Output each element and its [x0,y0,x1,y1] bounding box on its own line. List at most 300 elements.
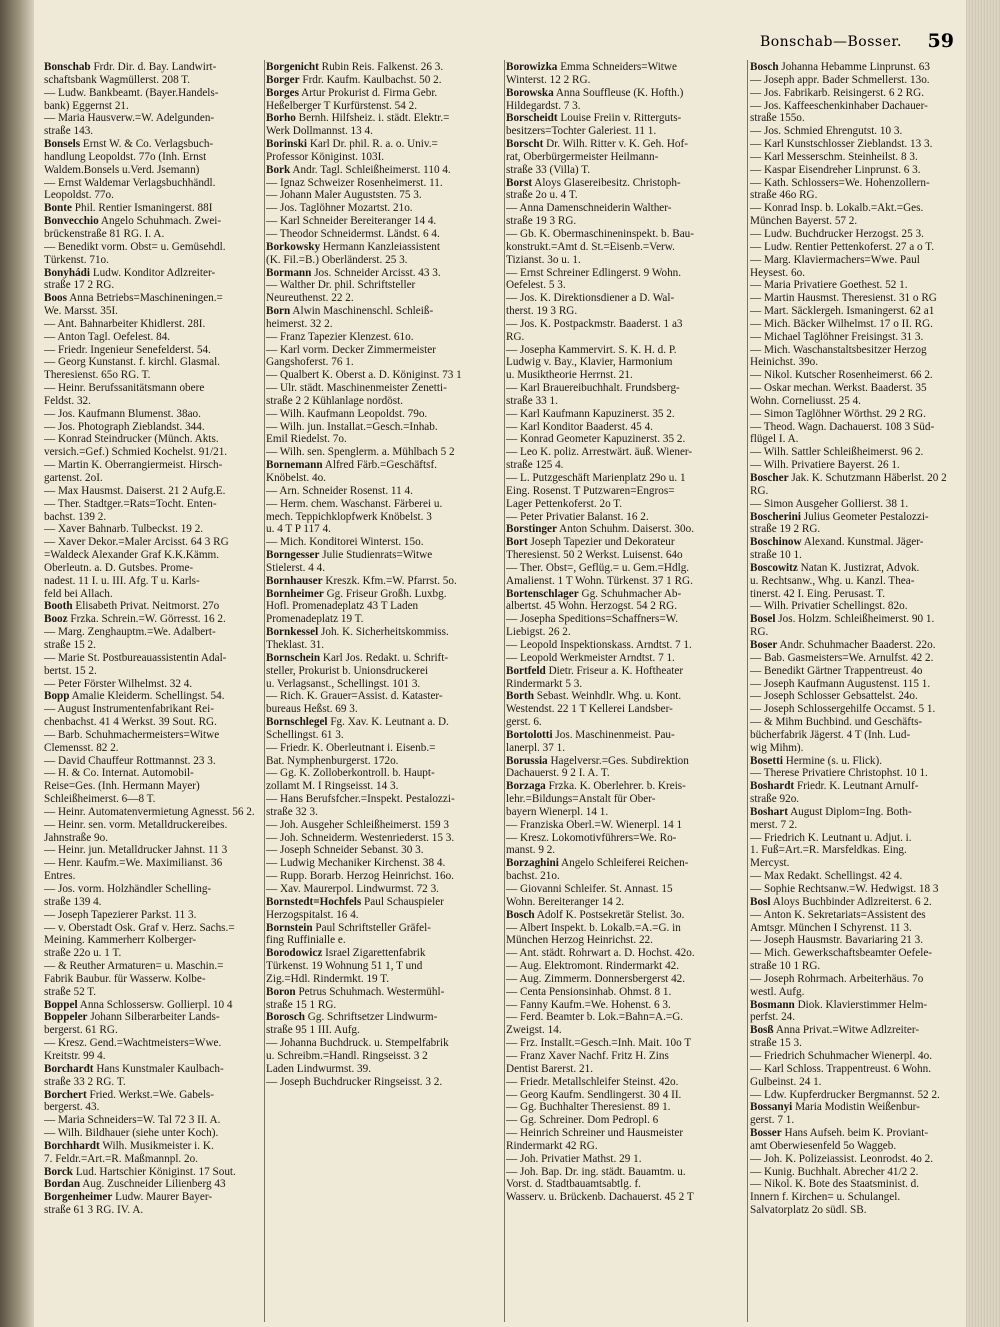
entry-text: albertst. 45 Wohn. Herzogst. 54 2 RG. [506,600,678,613]
entry-text: RG. [506,330,525,343]
directory-line [266,626,502,639]
directory-line [44,1178,262,1191]
surname: Boschinow [750,536,802,549]
entry-text: Vorst. d. Stadtbauamtsabtlg. f. [506,1178,641,1191]
directory-line [44,1076,262,1089]
directory-line [750,1140,962,1153]
entry-text: Türkenst. 19 Wohnung 51 1, T und [266,960,423,973]
directory-line [266,433,502,446]
directory-line [506,857,744,870]
directory-line [750,112,962,125]
entry-text: — Martin K. Oberrangiermeist. Hirsch- [44,459,223,472]
directory-line [506,742,744,755]
directory-line [750,600,962,613]
directory-line [44,459,262,472]
directory-line [44,639,262,652]
entry-text: Aloys Glasereibesitz. Christoph- [532,176,681,189]
entry-text: — Ludwig Mechaniker Kirchenst. 38 4. [266,857,446,870]
surname: Borowska [506,86,554,99]
directory-line [750,356,962,369]
entry-text: Karl Jos. Redakt. u. Schrift- [320,651,449,664]
directory-line [750,1101,962,1114]
directory-line [44,446,262,459]
directory-line [266,485,502,498]
entry-text: — Joseph Schlosser Gebsattelst. 24o. [750,690,918,703]
directory-line [750,318,962,331]
entry-text: — Joseph appr. Bader Schmellerst. 13o. [750,73,930,86]
directory-line [506,279,744,292]
entry-text: — Karl Schloss. Trappentreust. 6 Wohn. [750,1062,931,1075]
entry-text: — Friedrich K. Leutnant u. Adjut. i. [750,831,912,844]
entry-text: Anna Privat.=Witwe Adlzreiter- [773,1024,920,1037]
entry-text: Andr. Schuhmacher Baaderst. 22o. [777,638,936,651]
entry-text: — Nikol. K. Bote des Staatsminist. d. [750,1178,920,1191]
directory-line [506,395,744,408]
directory-line [506,934,744,947]
entry-text: Alfred Färb.=Geschäftsf. [322,459,437,472]
entry-text: Theresienst. 50 2 Werkst. Luisenst. 64o [506,549,683,562]
entry-text: München Herzog Heinrichst. 22. [506,934,653,947]
entry-text: straße 32 3. [266,805,318,818]
entry-text: Frzka. K. Oberlehrer. b. Kreis- [545,780,686,793]
entry-text: handlung Leopoldst. 77o (Inh. Ernst [44,150,207,163]
entry-text: Julius Geometer Pestalozzi- [800,510,929,523]
entry-text: — August Instrumentenfabrikant Rei- [44,703,214,716]
entry-text: Werk Dollmannst. 13 4. [266,125,373,138]
directory-line [506,151,744,164]
directory-line [266,87,502,100]
directory-line [266,1011,502,1024]
directory-line [266,1063,502,1076]
directory-line [750,1153,962,1166]
directory-line [44,112,262,125]
directory-line [266,947,502,960]
directory-line [506,61,744,74]
directory-line [750,639,962,652]
entry-text: straße 139 4. [44,895,102,908]
entry-text: Hermann Kanzleiassistent [320,240,441,253]
directory-line [506,87,744,100]
directory-line [44,498,262,511]
entry-text: — Ldw. Kupferdrucker Bergmannst. 52 2. [750,1088,940,1101]
surname: Bopp [44,690,70,703]
entry-text: — Johanna Buchdruck. u. Stempelfabrik [266,1037,449,1050]
entry-text: perfst. 24. [750,1011,796,1024]
entry-text: — Heinr. jun. Metalldrucker Jahnst. 11 3 [44,844,228,857]
directory-line [750,305,962,318]
surname: Boser [750,638,778,651]
entry-text: straße 95 1 III. Aufg. [266,1024,360,1037]
directory-line [506,986,744,999]
entry-text: Neureuthenst. 22 2. [266,292,354,305]
entry-text: — & Mihm Buchbind. und Geschäfts- [750,716,923,729]
entry-text: — Simon Ausgeher Gollierst. 38 1. [750,497,909,510]
directory-line [750,1204,962,1217]
entry-text: — Joseph Rohrmach. Arbeiterhäus. 7o [750,972,924,985]
directory-line [506,729,744,742]
entry-text: Wohn. Bereiteranger 14 2. [506,895,625,908]
directory-line [506,1114,744,1127]
entry-text: — Martin Hausmst. Theresienst. 31 o RG [750,292,937,305]
entry-text: — Xaver Bahnarb. Tulbeckst. 19 2. [44,523,204,536]
directory-column-3 [506,61,744,1323]
entry-text: Türkenst. 71o. [44,253,109,266]
surname: Bosmann [750,998,795,1011]
entry-text: — Karl Kaufmann Kapuzinerst. 35 2. [506,407,675,420]
directory-line [506,344,744,357]
directory-line [750,960,962,973]
directory-line [44,742,262,755]
directory-line [44,600,262,613]
entry-text: — Georg Kunstanst. f. kirchl. Glasmal. [44,356,220,369]
entry-text: — Qualbert K. Oberst a. D. Königinst. 73 1 [266,369,462,382]
directory-line [266,870,502,883]
surname: Bornschlegel [266,716,328,729]
directory-line [750,202,962,215]
directory-line [266,395,502,408]
directory-line [506,1076,744,1089]
entry-text: Herzogspitalst. 16 4. [266,908,359,921]
entry-text: nadest. 11 I. u. III. Afg. T u. Karls- [44,574,200,587]
directory-line [44,536,262,549]
directory-line [44,806,262,819]
directory-line [750,716,962,729]
directory-line [750,472,962,485]
entry-text: — Hans Berufsfcher.=Inspekt. Pestalozzi- [266,793,455,806]
directory-line [750,832,962,845]
directory-line [44,755,262,768]
entry-text: Zig.=Hdl. Rindermkt. 19 T. [266,972,390,985]
entry-text: — Ludw. Rentier Pettenkoferst. 27 a o T. [750,240,935,253]
directory-line [266,844,502,857]
directory-line [266,613,502,626]
directory-line [44,1127,262,1140]
entry-text: u. 4 T P 117 4. [266,523,331,536]
entry-text: (K. Fil.=B.) Oberländerst. 25 3. [266,253,408,266]
directory-line [750,1191,962,1204]
directory-line [266,999,502,1012]
entry-text: bachst. 21o. [506,870,560,883]
directory-line [266,536,502,549]
directory-line [266,883,502,896]
entry-text: Natan K. Justizrat, Advok. [797,561,920,574]
surname: Borinski [266,138,308,151]
entry-text: Dentist Barerst. 21. [506,1062,593,1075]
directory-line [266,909,502,922]
entry-text: — Franz Xaver Nachf. Fritz H. Zins [506,1049,669,1062]
entry-text: u. Schreibm.=Handl. Ringseisst. 3 2 [266,1049,428,1062]
entry-text: Artur Prokurist d. Firma Gebr. [298,86,438,99]
entry-text: — Barb. Schuhmachermeisters=Witwe [44,728,220,741]
surname: Borho [266,112,296,125]
entry-text: Waldem.Bonsels u.Verd. Jsemann) [44,163,200,176]
entry-text: Zweigst. 14. [506,1024,562,1037]
entry-text: straße 17 2 RG. [44,279,115,292]
directory-line [44,61,262,74]
entry-text: — Jos. Photograph Zieblandst. 344. [44,420,205,433]
entry-text: We. Marsst. 35I. [44,305,118,318]
entry-text: — Franz Tapezier Klenzest. 61o. [266,330,414,343]
directory-line [266,202,502,215]
directory-line [44,767,262,780]
directory-line [506,382,744,395]
directory-line [266,665,502,678]
directory-line [506,138,744,151]
directory-line [506,74,744,87]
entry-text: — Friedrich Schuhmacher Wienerpl. 4o. [750,1049,933,1062]
entry-text: — Friedr. Metallschleifer Steinst. 42o. [506,1075,679,1088]
surname: Bornstedt=Hochfels [266,895,362,908]
entry-text: Gg. Schuhmacher Ab- [578,587,682,600]
entry-text: — Rich. K. Grauer=Assist. d. Kataster- [266,690,443,703]
directory-line [44,356,262,369]
directory-line [266,215,502,228]
surname: Borth [506,690,534,703]
entry-text: — Joseph Schneider Sebanst. 30 3. [266,844,424,857]
surname: Bornemann [266,459,323,472]
directory-line [750,793,962,806]
directory-line [506,408,744,421]
directory-line [750,690,962,703]
directory-line [750,1114,962,1127]
entry-text: Rindermarkt 42 RG. [506,1139,598,1152]
entry-text: brückenstraße 81 RG. I. A. [44,227,165,240]
entry-text: Wilh. Musikmeister i. K. [99,1139,214,1152]
entry-text: straße 125 4. [506,459,564,472]
directory-line [266,61,502,74]
entry-text: Theresienst. 65o RG. T. [44,369,151,382]
surname: Borgenheimer [44,1191,113,1204]
directory-line [506,780,744,793]
directory-line [506,1089,744,1102]
directory-line [266,164,502,177]
entry-text: — Anton Tagl. Oefelest. 84. [44,330,171,343]
entry-text: — Mart. Säcklergeh. Ismaningerst. 62 a1 [750,305,935,318]
surname: Bonte [44,202,72,215]
directory-line [506,433,744,446]
entry-text: — Fanny Kaufm.=We. Hohenst. 6 3. [506,998,671,1011]
entry-text: Andr. Tagl. Schleißheimerst. 110 4. [290,163,451,176]
entry-text: lehr.=Bildungs=Anstalt für Ober- [506,793,656,806]
entry-text: straße 61 3 RG. IV. A. [44,1204,144,1217]
entry-text: chenbachst. 41 4 Werkst. 39 Sout. RG. [44,716,217,729]
directory-line [506,690,744,703]
directory-line [44,729,262,742]
entry-text: — Ludw. Buchdrucker Herzogst. 25 3. [750,227,924,240]
directory-line [750,973,962,986]
entry-text: — Jos. Taglöhner Mozartst. 21o. [266,202,413,215]
entry-text: gerst. 7 1. [750,1114,795,1127]
column-rule [504,60,505,1322]
surname: Boscowitz [750,561,798,574]
entry-text: — Mich. Bäcker Wilhelmst. 17 o II. RG. [750,317,933,330]
entry-text: schaftsbank Wagmüllerst. 208 T. [44,73,191,86]
directory-line [266,639,502,652]
entry-text: Jak. K. Schutzmann Häberlst. 20 2 [788,472,947,484]
directory-line [750,1089,962,1102]
entry-text: — Jos. Kaufmann Blumenst. 38ao. [44,407,201,420]
directory-line [44,164,262,177]
directory-line [44,408,262,421]
entry-text: Professor Königinst. 103I. [266,150,385,163]
directory-line [44,215,262,228]
directory-line [266,74,502,87]
entry-text: Johanna Hebamme Linprunst. 63 [778,61,930,73]
directory-line [266,241,502,254]
directory-line [750,678,962,691]
entry-text: — Karl vorm. Decker Zimmermeister [266,343,436,356]
entry-text: rat, Oberbürgermeister Heilmann- [506,150,659,163]
entry-text: Frdr. Dir. d. Bay. Landwirt- [90,61,217,73]
entry-text: — Joh. Bap. Dr. ing. städt. Bauamtm. u. [506,1165,686,1178]
directory-line [44,433,262,446]
entry-text: Kreitstr. 99 4. [44,1049,106,1062]
entry-text: Ludwig v. Bay., Klavier, Harmonium [506,356,673,369]
entry-text: — Ernst Waldemar Verlagsbuchhändl. [44,176,216,189]
entry-text: — Josepha Kammervirt. S. K. H. d. P. [506,343,677,356]
entry-text: straße 155o. [750,112,805,125]
entry-text: Dietr. Friseur a. K. Hoftheater [545,664,684,677]
directory-line [44,549,262,562]
directory-line [44,1191,262,1204]
directory-line [266,305,502,318]
directory-line [506,356,744,369]
entry-text: Amalie Kleiderm. Schellingst. 54. [69,690,225,703]
entry-text: Israel Zigarettenfabrik [322,947,426,960]
directory-line [750,588,962,601]
directory-line [44,883,262,896]
directory-line [750,613,962,626]
entry-text: Liebigst. 26 2. [506,626,571,639]
entry-text: Bernh. Hilfsheiz. i. städt. Elektr.= [295,112,450,125]
directory-line [44,395,262,408]
directory-line [44,1204,262,1217]
entry-text: versich.=Gef.) Schmied Kochelst. 91/21. [44,446,228,459]
surname: Bornkessel [266,626,319,639]
directory-line [506,767,744,780]
entry-text: Alexand. Kunstmal. Jäger- [801,536,924,549]
directory-line [44,857,262,870]
surname: Bortolotti [506,728,553,741]
directory-line [750,870,962,883]
entry-text: — Wilh. Kaufmann Leopoldst. 79o. [266,407,428,420]
surname: Bosser [750,1127,782,1140]
entry-text: — Heinr. sen. vorm. Metalldruckereibes. [44,818,228,831]
entry-text: — Sophie Rechtsanw.=W. Hedwigst. 18 3 [750,883,939,895]
directory-column-1 [44,61,262,1323]
entry-text: — Mich. Gewerkschaftsbeamter Oefele- [750,947,933,960]
directory-line [44,665,262,678]
surname: Bortfeld [506,664,546,677]
directory-line [506,511,744,524]
directory-line [44,652,262,665]
directory-line [750,485,962,498]
entry-text: u. Rechtsanw., Whg. u. Kanzl. Thea- [750,574,915,587]
directory-line [44,177,262,190]
directory-line [506,819,744,832]
entry-text: straße 15 1 RG. [266,998,337,1011]
entry-text: — Ernst Schreiner Edlingerst. 9 Wohn. [506,266,682,279]
entry-text: Amalienst. 1 T Wohn. Türkenst. 37 1 RG. [506,574,693,587]
entry-text: Clemensst. 82 2. [44,741,119,754]
entry-text: — Ant. Bahnarbeiter Khidlerst. 28I. [44,317,206,330]
directory-line [750,395,962,408]
entry-text: Jos. Maschinenmeist. Pau- [552,728,675,741]
directory-line [750,331,962,344]
entry-text: — Wilh. Privatier Schellingst. 82o. [750,600,908,613]
entry-text: — Jos. Kaffeeschenkinhaber Dachauer- [750,99,928,112]
entry-text: Rindermarkt 5 3. [506,677,583,690]
surname: Borkowsky [266,240,321,253]
surname: Boshart [750,805,788,818]
entry-text: — Kresz. Lokomotivführers=We. Ro- [506,831,677,844]
entry-text: — Marie St. Postbureauassistentin Adal- [44,651,227,664]
entry-text: Dr. Wilh. Ritter v. K. Geh. Hof- [543,138,688,151]
directory-line [750,575,962,588]
directory-line [266,780,502,793]
directory-line [750,344,962,357]
entry-text: amt Oberwiesenfeld 5o Waggeb. [750,1139,897,1152]
directory-line [266,588,502,601]
directory-line [44,369,262,382]
directory-line [750,292,962,305]
entry-text: Innern f. Kirchen= u. Schulangel. [750,1191,901,1204]
entry-text: RG. [750,626,769,639]
entry-text: straße 143. [44,125,94,138]
directory-line [44,382,262,395]
directory-line [44,1024,262,1037]
entry-text: Anna Betriebs=Maschineningen.= [67,292,223,305]
entry-text: bergerst. 61 RG. [44,1024,118,1037]
entry-text: — Henr. Kaufm.=We. Maximilianst. 36 [44,857,223,870]
directory-line [750,857,962,870]
surname: Booth [44,600,73,613]
entry-text: — v. Oberstadt Osk. Graf v. Herz. Sachs.= [44,921,235,934]
directory-line [44,934,262,947]
surname: Boron [266,985,296,998]
entry-text: bayern Wienerpl. 14 1. [506,805,609,818]
entry-text: — Konrad Geometer Kapuzinerst. 35 2. [506,433,686,446]
directory-line [750,151,962,164]
surname: Bortenschlager [506,587,579,600]
directory-line [750,947,962,960]
directory-line [750,1166,962,1179]
entry-text: wig Mihm). [750,741,804,754]
directory-line [506,369,744,382]
entry-text: — Jos. K. Direktionsdiener a D. Wal- [506,292,675,305]
entry-text: Hildegardst. 7 3. [506,99,581,112]
directory-column-4 [750,61,962,1323]
entry-text: Maria Modistin Weißenbur- [792,1101,920,1114]
surname: Boscher [750,472,789,484]
directory-line [266,703,502,716]
directory-line [266,382,502,395]
directory-line [266,331,502,344]
directory-line [506,755,744,768]
entry-text: Fg. Xav. K. Leutnant a. D. [327,716,449,729]
entry-text: straße 33 (Villa) T. [506,163,591,176]
directory-line [506,331,744,344]
entry-text: Heysest. 6o. [750,266,805,279]
entry-text: — Ant. städt. Rohrwart a. D. Hochst. 42o. [506,947,695,960]
directory-line [44,909,262,922]
entry-text: Bat. Nymphenburgerst. 172o. [266,754,399,767]
directory-line [506,254,744,267]
directory-line [506,177,744,190]
directory-line [44,922,262,935]
entry-text: — Joseph Schlossergehilfe Occamst. 5 1. [750,703,936,716]
directory-line [506,215,744,228]
